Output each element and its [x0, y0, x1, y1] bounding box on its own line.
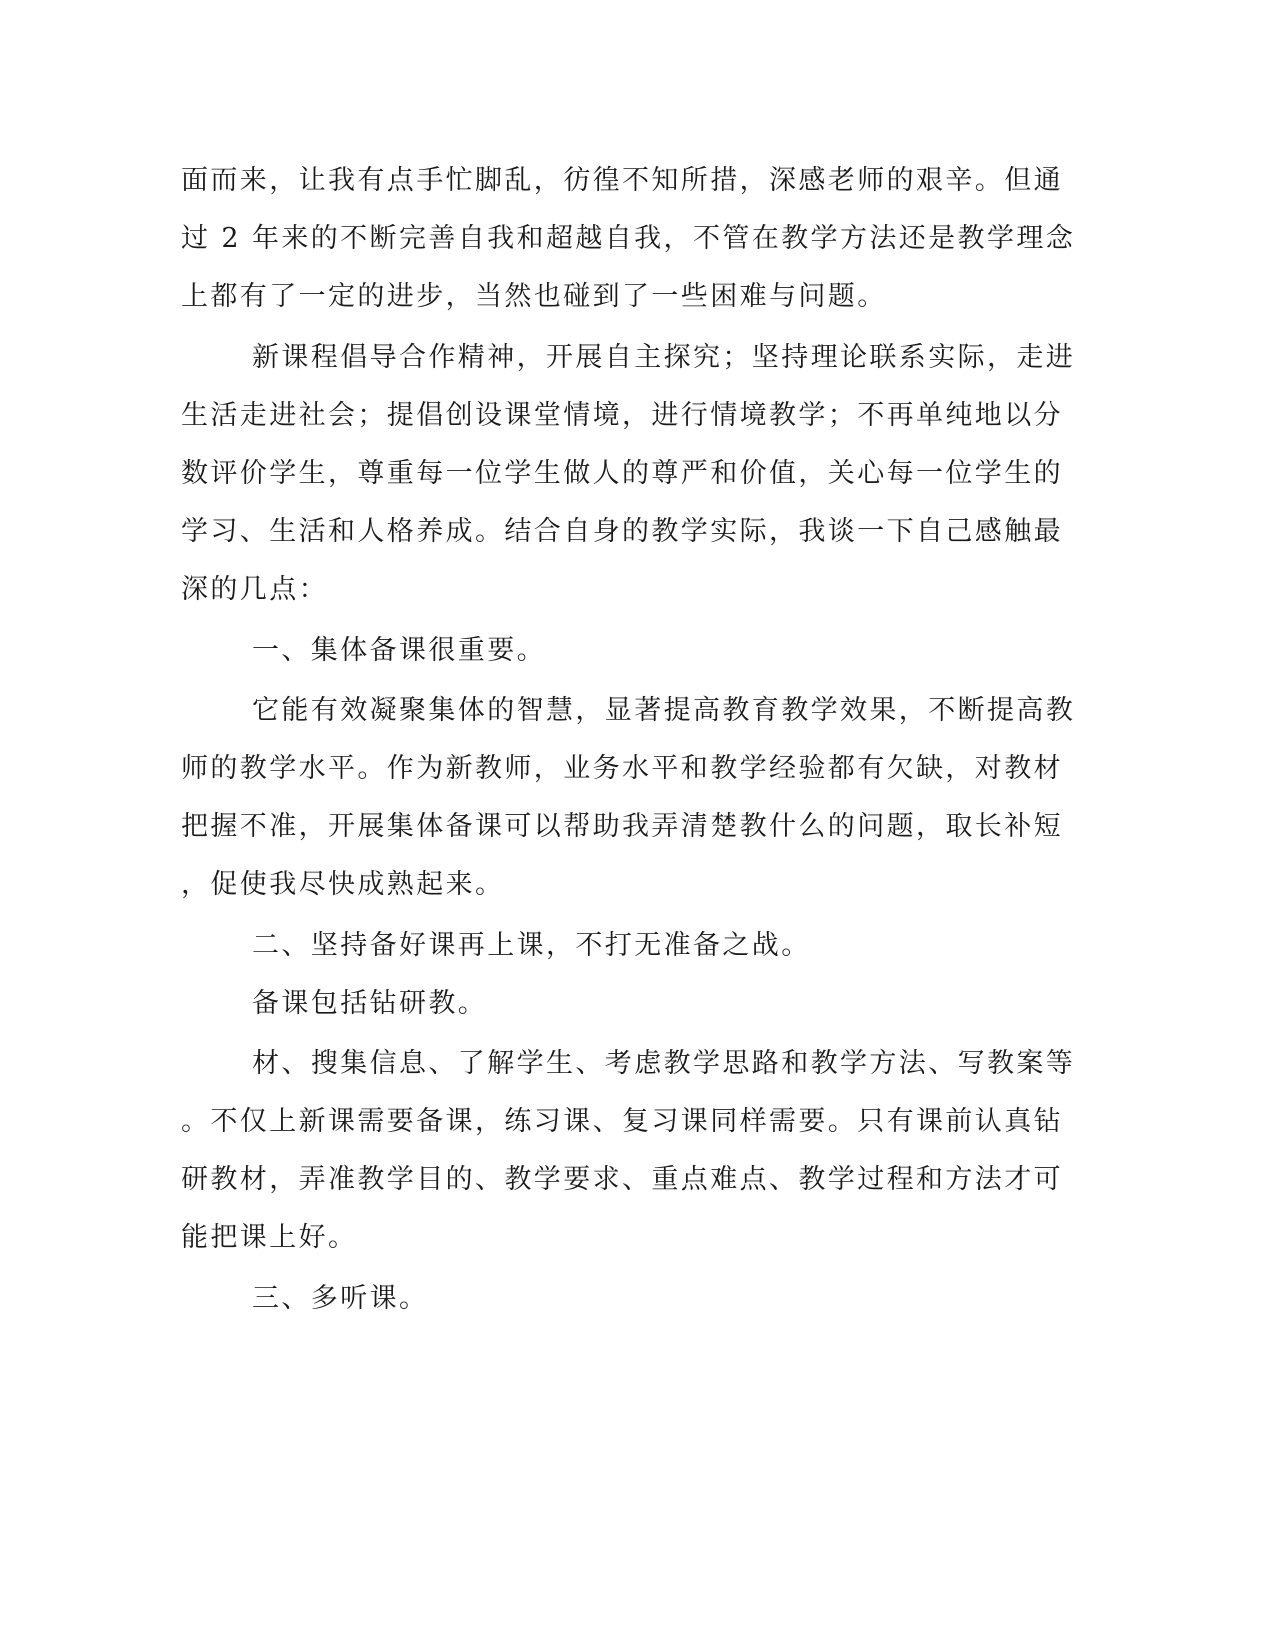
paragraph-first-line: 材、搜集信息、了解学生、考虑教学思路和教学方法、写教案等 — [252, 1048, 1076, 1079]
text-line: ，促使我尽快成熟起来。 — [181, 869, 505, 900]
text-line: 生活走进社会；提倡创设课堂情境，进行情境教学；不再单纯地以分 — [181, 400, 1063, 431]
text-line: 面而来，让我有点手忙脚乱，彷徨不知所措，深感老师的艰辛。但通 — [181, 165, 1063, 196]
section-heading: 二、坚持备好课再上课，不打无准备之战。 — [252, 930, 811, 961]
section-heading: 一、集体备课很重要。 — [252, 635, 546, 666]
text-line: 数评价学生，尊重每一位学生做人的尊严和价值，关心每一位学生的 — [181, 458, 1063, 489]
text-line: 研教材，弄准教学目的、教学要求、重点难点、教学过程和方法才可 — [181, 1164, 1063, 1195]
text-line: 学习、生活和人格养成。结合自身的教学实际，我谈一下自己感触最 — [181, 516, 1063, 547]
text-line: 深的几点： — [181, 574, 328, 605]
paragraph-first-line: 它能有效凝聚集体的智慧，显著提高教育教学效果，不断提高教 — [252, 695, 1076, 726]
text-line: 过 2 年来的不断完善自我和超越自我，不管在教学方法还是教学理念 — [181, 223, 1076, 254]
text-line: 把握不准，开展集体备课可以帮助我弄清楚教什么的问题，取长补短 — [181, 811, 1063, 842]
text-line: 上都有了一定的进步，当然也碰到了一些困难与问题。 — [181, 281, 887, 312]
text-line: 。不仅上新课需要备课，练习课、复习课同样需要。只有课前认真钻 — [181, 1106, 1063, 1137]
text-line: 师的教学水平。作为新教师，业务水平和教学经验都有欠缺，对教材 — [181, 753, 1063, 784]
paragraph-first-line: 新课程倡导合作精神，开展自主探究；坚持理论联系实际，走进 — [252, 342, 1076, 373]
text-line: 能把课上好。 — [181, 1222, 358, 1253]
section-heading: 三、多听课。 — [252, 1283, 429, 1314]
paragraph-first-line: 备课包括钻研教。 — [252, 988, 488, 1019]
